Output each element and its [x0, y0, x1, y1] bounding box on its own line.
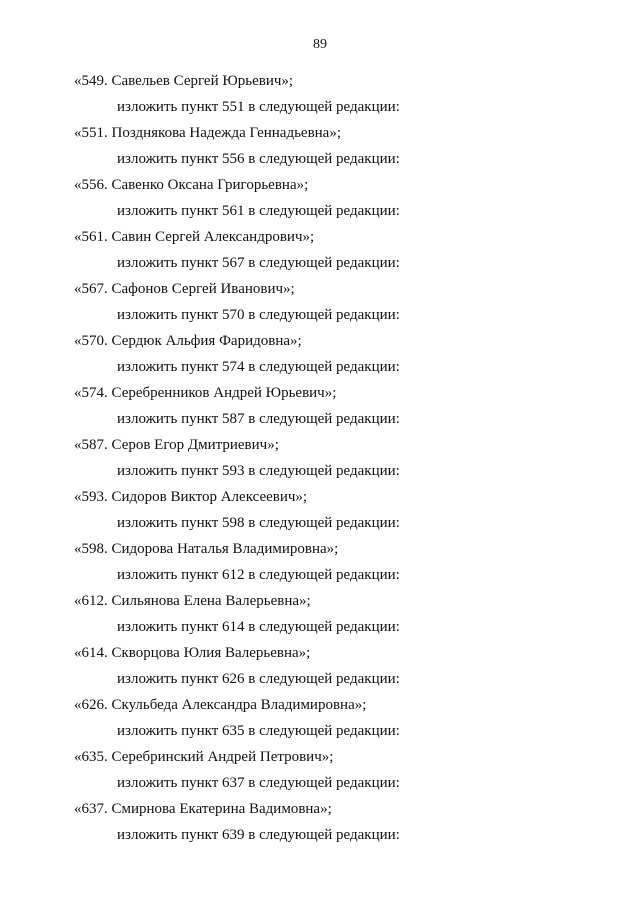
entry-name: «626. Скульбеда Александра Владимировна»;: [74, 697, 367, 713]
list-item: [0, 484, 640, 536]
list-item: [0, 536, 640, 588]
entry-name: «598. Сидорова Наталья Владимировна»;: [74, 541, 339, 557]
list-item: [0, 744, 640, 796]
entry-name: «574. Серебренников Андрей Юрьевич»;: [74, 385, 337, 401]
entry-name: «567. Сафонов Сергей Иванович»;: [74, 281, 295, 297]
entry-name: «556. Савенко Оксана Григорьевна»;: [74, 177, 309, 193]
list-item: [0, 172, 640, 224]
list-item: [0, 380, 640, 432]
entry-instruction: изложить пункт 626 в следующей редакции:: [117, 671, 400, 687]
entry-name: «549. Савельев Сергей Юрьевич»;: [74, 73, 294, 89]
entry-name: «570. Сердюк Альфия Фаридовна»;: [74, 333, 302, 349]
entry-instruction: изложить пункт 551 в следующей редакции:: [117, 99, 400, 115]
list-item: [0, 588, 640, 640]
entry-name: «587. Серов Егор Дмитриевич»;: [74, 437, 279, 453]
entry-instruction: изложить пункт 598 в следующей редакции:: [117, 515, 400, 531]
entry-instruction: изложить пункт 614 в следующей редакции:: [117, 619, 400, 635]
entry-instruction: изложить пункт 556 в следующей редакции:: [117, 151, 400, 167]
entry-instruction: изложить пункт 593 в следующей редакции:: [117, 463, 400, 479]
list-item: [0, 328, 640, 380]
list-item: [0, 640, 640, 692]
entry-name: «635. Серебринский Андрей Петрович»;: [74, 749, 334, 765]
amendment-list: [0, 68, 640, 848]
entry-name: «561. Савин Сергей Александрович»;: [74, 229, 315, 245]
entry-instruction: изложить пункт 570 в следующей редакции:: [117, 307, 400, 323]
entry-name: «551. Позднякова Надежда Геннадьевна»;: [74, 125, 342, 141]
entry-instruction: изложить пункт 612 в следующей редакции:: [117, 567, 400, 583]
list-item: [0, 120, 640, 172]
entry-name: «637. Смирнова Екатерина Вадимовна»;: [74, 801, 332, 817]
entry-instruction: изложить пункт 587 в следующей редакции:: [117, 411, 400, 427]
entry-name: «612. Сильянова Елена Валерьевна»;: [74, 593, 311, 609]
list-item: [0, 224, 640, 276]
entry-instruction: изложить пункт 637 в следующей редакции:: [117, 775, 400, 791]
entry-instruction: изложить пункт 574 в следующей редакции:: [117, 359, 400, 375]
entry-name: «614. Скворцова Юлия Валерьевна»;: [74, 645, 311, 661]
list-item: [0, 796, 640, 848]
list-item: [0, 276, 640, 328]
list-item: [0, 432, 640, 484]
list-item: [0, 692, 640, 744]
entry-instruction: изложить пункт 635 в следующей редакции:: [117, 723, 400, 739]
entry-name: «593. Сидоров Виктор Алексеевич»;: [74, 489, 308, 505]
entry-instruction: изложить пункт 561 в следующей редакции:: [117, 203, 400, 219]
entry-instruction: изложить пункт 639 в следующей редакции:: [117, 827, 400, 843]
entry-instruction: изложить пункт 567 в следующей редакции:: [117, 255, 400, 271]
page-number: 89: [313, 37, 327, 52]
list-item: [0, 68, 640, 120]
